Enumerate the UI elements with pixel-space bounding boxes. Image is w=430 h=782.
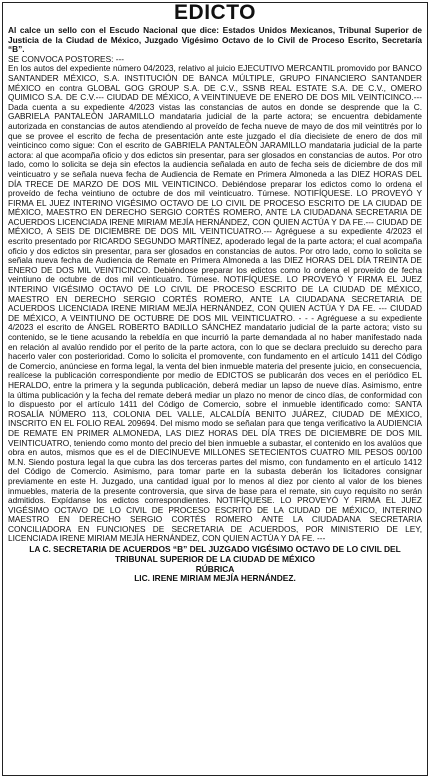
document-title: EDICTO: [174, 1, 256, 24]
convocation-line: SE CONVOCA POSTORES: ---: [8, 53, 125, 64]
seal-description: Al calce un sello con el Escudo Nacional que dice: Estados Unidos Mexicanos, Tribunal Superior de Justicia de la Ciudad de México, Juzgado Vigésimo Octavo de lo Civil de Proceso Escrito, Secretaría “B”.: [8, 25, 422, 55]
secretary-title: LA C. SECRETARIA DE ACUERDOS “B” DEL JUZGADO VIGÉSIMO OCTAVO DE LO CIVIL DEL TRIBUNAL SUPERIOR DE LA CIUDAD DE MÉXICO: [29, 544, 401, 564]
secretary-name: LIC. IRENE MIRIAM MEJÍA HERNÁNDEZ.: [134, 573, 296, 584]
signature-block: [8, 545, 422, 584]
edict-body: [8, 55, 422, 544]
edict-notice: [2, 2, 428, 776]
case-text: En los autos del expediente número 04/2023, relativo al juicio EJECUTIVO MERCANTIL promovido por BANCO SANTANDER MÉXICO, S.A. INSTITUCIÓN DE BANCA MÚLTIPLE, GRUPO FINANCIERO SANTANDER MÉXICO en contra GLOBAL GOG GROUP S.A. DE C.V., SSNB REAL ESTATE S.A. DE C.V., OMERO QUIMICO S.A. DE C.V.--- CIUDAD DE MÉXICO, A VEINTINUEVE DE ENERO DE DOS MIL VEINTICINCO.--- Dada cuenta a su expediente 4/2023 vistas las constancias de autos en donde se desprende que la C. GABRIELA PANTALEÓN JARAMILLO mandataria judicial de la parte actora; se encuentra debidamente autorizada en constancias de autos atendiendo al proveído de fecha nueve de mayo de dos mil veintitrés por lo que se provee el escrito de fecha de presentación ante este juzgado el día diecisiete de enero de dos mil veinticinco como sigue: Con el escrito de GABRIELA PANTALEÓN JARAMILLO mandataria judicial de la parte actora: al que acompaña oficio y dos edictos sin presentar, para ser glosados en constancias de autos. Por otro lado, como lo solicita se deja sin efectos la audiencia señalada en auto de fecha seis de diciembre de dos mil veinticuatro y se señala nueva fecha de Audiencia de Remate en Primera Almoneda a las DIEZ HORAS DEL DÍA TRECE DE MARZO DE DOS MIL VEINTICINCO. Debiéndose preparar los edictos como lo ordena el proveído de fecha veintiuno de octubre de dos mil veinticuatro. Túrnese. NOTIFÍQUESE. LO PROVEYÓ Y FIRMA EL JUEZ INTERINO VIGÉSIMO OCTAVO DE LO CIVIL DE PROCESO ESCRITO DE LA CIUDAD DE MÉXICO, MAESTRO EN DERECHO SERGIO CORTÉS ROMERO, ANTE LA CIUDADANA SECRETARIA DE ACUERDOS LICENCIADA IRENE MIRIAM MEJÍA HERNÁNDEZ, CON QUIEN ACTÚA Y DA FE.--- CIUDAD DE MÉXICO, A SEIS DE DICIEMBRE DE DOS MIL VEINTICUATRO.--- Agréguese a su expediente 4/2023 el escrito presentado por RICARDO SEGUNDO MARTÍNEZ, apoderado legal de la parte actora; el cual acompaña oficio y dos edictos sin presentar, para ser glosados en constancias de autos. Por otro lado, como lo solicita se señala nueva fecha de Audiencia de Remate en Primera Almoneda a las DIEZ HORAS DEL DÍA TREINTA DE ENERO DE DOS MIL VEINTICINCO. Debiéndose preparar los edictos como lo ordena el proveído de fecha veintiuno de octubre de dos mil veinticuatro. Túrnese. NOTIFÍQUESE. LO PROVEYÓ Y FIRMA EL JUEZ INTERINO VIGÉSIMO OCTAVO DE LO CIVIL DE PROCESO ESCRITO DE LA CIUDAD DE MÉXICO, MAESTRO EN DERECHO SERGIO CORTÉS ROMERO, ANTE LA CIUDADANA SECRETARIA DE ACUERDOS LICENCIADA IRENE MIRIAM MEJÍA HERNÁNDEZ, CON QUIEN ACTÚA Y DA FE. --- CIUDAD DE MÉXICO, A VEINTIUNO DE OCTUBRE DE DOS MIL VEINTICUATRO. - - - Agréguese a su expediente 4/2023 el escrito de ÁNGEL ROBERTO BADILLO SÁNCHEZ mandatario judicial de la parte actora; visto su contenido, se le tiene acusando la rebeldía en que incurrió la parte demandada al no haber manifestado nada en relación al avalúo rendido por el perito de la parte actora, con lo que se declara precluido su derecho para hacerlo valer con posterioridad. Como lo solicita el promovente, con fundamento en el artículo 1411 del Código de Comercio, anúnciese en forma legal, la venta del bien inmueble materia del presente juicio, en consecuencia, realícese la publicación correspondiente por medio de EDICTOS se publicarán dos veces en el periódico EL HERALDO, entre la primera y la segunda publicación, deberá mediar un lapso de nueve días. Asimismo, entre la última publicación y la fecha del remate deberá mediar un plazo no menor de cinco días, de conformidad con lo dispuesto por el artículo 1411 del Código de Comercio, sobre el inmueble identificado como: SANTA ROSALÍA NÚMERO 113, COLONIA DEL VALLE, ALCALDÍA BENITO JUÁREZ, CIUDAD DE MÉXICO, INSCRITO EN EL FOLIO REAL 209694. Del mismo modo se señalan para que tenga verificativo la AUDIENCIA DE REMATE EN PRIMER ALMONEDA, LAS DIEZ HORAS DEL DÍA TRES DE DICIEMBRE DE DOS MIL VEINTICUATRO, teniendo como monto del precio del bien inmueble a subastar, el contenido en los avalúos que obra en autos, mismos que es el de DIECINUEVE MILLONES SETECIENTOS CUATRO MIL PESOS 00/100 M.N. Siendo postura legal la que cubra las dos terceras partes del mismo, con fundamento en el artículo 1412 del Código de Comercio. Asimismo, para tomar parte en la subasta deberán los licitadores consignar previamente en este H. Juzgado, una cantidad igual por lo menos al diez por ciento al valor de los bienes inmuebles, materia de la presente controversia, que sirva de base para el remate, sin cuyo requisito no serán admitidos. Expídanse los edictos correspondientes. NOTIFÍQUESE. LO PROVEYÓ Y FIRMA EL JUEZ VIGÉSIMO OCTAVO DE LO CIVIL DE PROCESO ESCRITO DE LA CIUDAD DE MÉXICO, INTERINO MAESTRO EN DERECHO SERGIO CORTÉS ROMERO ANTE LA CIUDADANA SECRETARIA CONCILIADORA EN FUNCIONES DE SECRETARIA DE ACUERDOS, POR MINISTERIO DE LEY, LICENCIADA IRENE MIRIAM MEJÍA HERNÁNDEZ, CON QUIEN ACTÚA Y DA FE. ---: [8, 63, 422, 544]
signature-mark: RÚBRICA: [195, 563, 235, 574]
